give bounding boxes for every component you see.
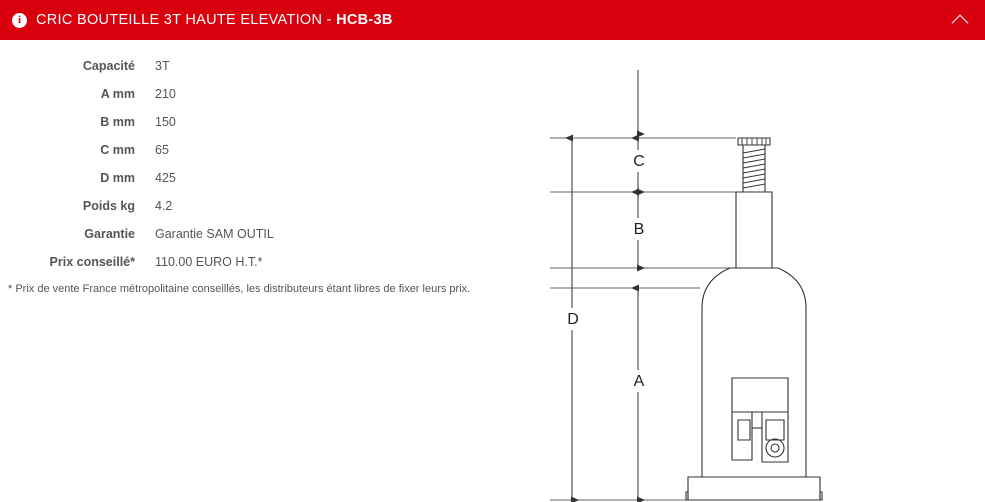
spec-value: 425 [155,171,176,185]
spec-value: 110.00 EURO H.T.* [155,255,263,269]
table-row [0,80,500,108]
table-row [0,220,500,248]
spec-value: 65 [155,143,169,157]
dimension-label-c: C [633,153,645,170]
spec-label: A mm [100,87,135,101]
table-row [0,248,500,276]
dimension-label-a: A [633,373,645,390]
spec-label: D mm [100,171,135,185]
table-row [0,192,500,220]
spec-value: 4.2 [155,199,173,213]
page-title [36,12,393,28]
spec-value: 150 [155,115,176,129]
spec-label: Capacité [82,59,135,73]
table-row [0,164,500,192]
bottle-jack-technical-drawing [500,40,985,502]
spec-label: Prix conseillé* [49,255,135,269]
spec-label: Poids kg [82,199,135,213]
chevron-up-icon[interactable] [951,10,971,30]
info-icon: i [12,13,27,28]
spec-value: Garantie SAM OUTIL [155,227,274,241]
table-row [0,52,500,80]
dimension-label-d: D [567,311,579,328]
spec-label: B mm [100,115,135,129]
spec-label: C mm [100,143,135,157]
product-header-bar [0,0,985,40]
product-reference: HCB-3B [336,12,393,28]
specifications-table [0,52,500,276]
page-title-text: CRIC BOUTEILLE 3T HAUTE ELEVATION - [36,12,337,28]
price-footnote: * Prix de vente France métropolitaine conseillés, les distributeurs étant libres de fixer leurs prix. [8,283,471,295]
dimension-label-b: B [633,221,645,238]
table-row [0,136,500,164]
spec-value: 210 [155,87,176,101]
spec-label: Garantie [84,227,135,241]
spec-value: 3T [155,59,170,73]
table-row [0,108,500,136]
